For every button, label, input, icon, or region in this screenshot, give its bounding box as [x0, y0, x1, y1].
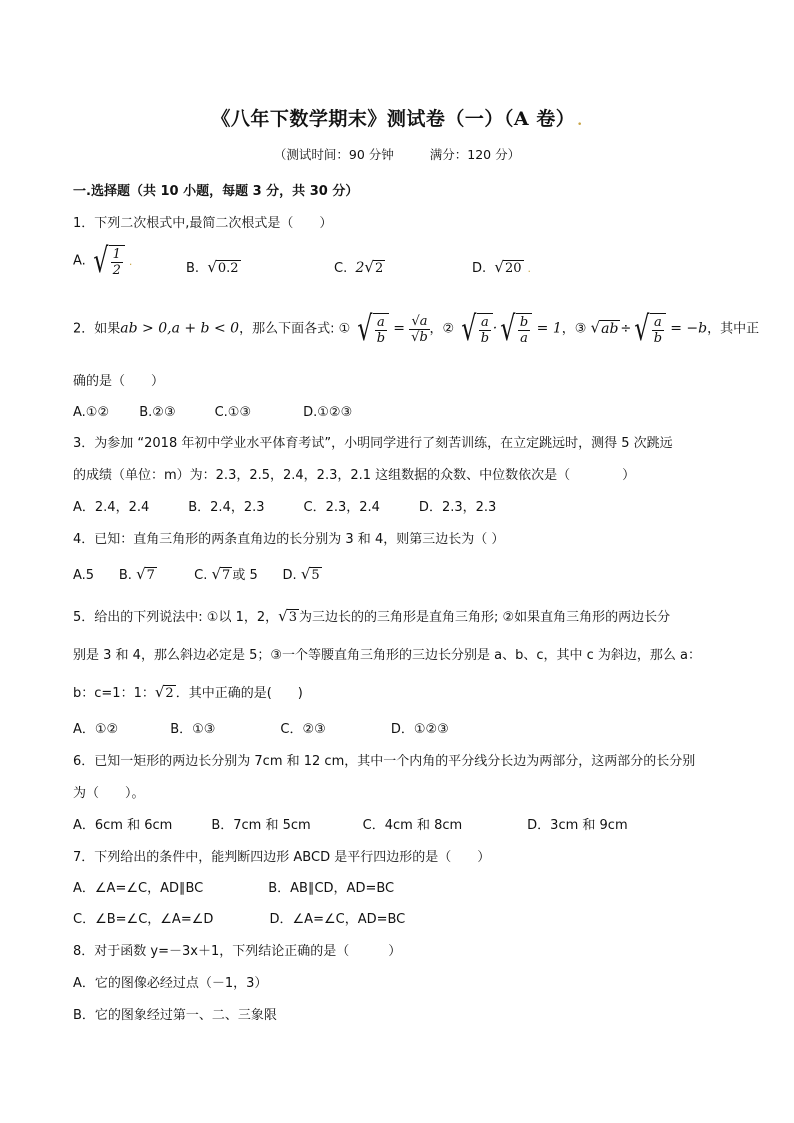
section-heading: 一.选择题（共 10 小题，每题 3 分，共 30 分） — [73, 184, 359, 199]
q2-options: A.①② B.②③ C.①③ D.①②③ — [73, 405, 353, 420]
q8-stem: 8．对于函数 y=－3x＋1，下列结论正确的是（ ） — [73, 944, 402, 959]
q7-stem: 7．下列给出的条件中，能判断四边形 ABCD 是平行四边形的是（ ） — [73, 850, 491, 865]
q4-option-a: A.5 — [73, 568, 95, 583]
q2-stem: 2．如果ab > 0,a + b < 0，那么下面各式: ① √ $\frac{a}{b}$ = $\frac{√a}{√b}$ ，② √ $\frac{a}{b}$ · √ $\frac{b}{a}$ = 1，③ √ab ÷ √ $\frac{a}{b}$ = −b，其中正 — [73, 309, 760, 349]
q5-radicand: 3 — [288, 610, 297, 625]
q4-option-c-radicand: 7 — [222, 568, 231, 583]
q4-option-d-radicand: 5 — [311, 568, 320, 583]
radicand: 20 — [504, 261, 522, 276]
exam-title — [0, 104, 794, 131]
coefficient: 2 — [355, 260, 365, 276]
q6-options: A．6cm 和 6cm B．7cm 和 5cm C．4cm 和 8cm D．3cm 和 9cm — [73, 818, 628, 833]
q4-option-b-radicand: 7 — [146, 568, 155, 583]
q5-stem-line1: 5．给出的下列说法中: ①以 1，2，√3 为三边长的的三角形是直角三角形; ②如果直角三角形的两边长分 — [73, 607, 671, 625]
q2-sep3: ，③ — [561, 321, 587, 337]
q4-option-c-label: C. — [194, 568, 208, 583]
q8-option-b: B．它的图象经过第一、二、三象限 — [73, 1008, 277, 1023]
q2-divide: ÷ — [620, 321, 632, 337]
q2-stem-line2: 确的是（ ） — [73, 374, 165, 389]
q4-option-c-tail: 或 5 — [232, 568, 258, 583]
q5-radicand-2: 2 — [165, 686, 174, 701]
option-label: A. — [73, 253, 86, 269]
q4-option-b-label: B. — [118, 568, 132, 583]
q7-options-row2: C．∠B=∠C，∠A=∠D D．∠A=∠C，AD=BC — [73, 912, 406, 927]
q1-option-c: C. 2√2 — [334, 258, 384, 276]
full-score: 满分：120 分） — [429, 147, 521, 162]
q2-sep2: ，② — [429, 321, 455, 337]
q6-stem-line2: 为（ ）。 — [73, 786, 145, 801]
q4-stem: 4．已知：直角三角形的两条直角边的长分别为 3 和 4，则第三边长为（ ） — [73, 532, 505, 547]
test-time: （测试时间：90 分钟 — [273, 147, 394, 162]
q5-l3a: b：c=1：1： — [73, 686, 155, 701]
option-label: B. — [186, 261, 200, 276]
exam-subtitle — [0, 145, 794, 163]
q4-option-d-label: D. — [282, 568, 297, 583]
title-text: 《八年下数学期末》测试卷（一）（A 卷） — [211, 108, 576, 130]
q3-options: A．2.4，2.4 B．2.4，2.3 C．2.3，2.4 D．2.3，2.3 — [73, 500, 497, 515]
q2-eq1: = 1 — [532, 320, 562, 337]
frac-numerator: 1 — [112, 246, 121, 262]
q2-condition: ab > 0,a + b < 0 — [120, 320, 240, 337]
title-dot: . — [577, 113, 583, 129]
q3-stem-line2: 的成绩（单位：m）为：2.3，2.5，2.4，2.3，2.1 这组数据的众数、中位数依次是（ ） — [73, 468, 636, 483]
q5-l1b: 为三边长的的三角形是直角三角形; ②如果直角三角形的两边长分 — [298, 610, 671, 625]
q2-prefix: 2．如果 — [73, 321, 121, 337]
q2-eq3: = −b — [665, 320, 708, 337]
option-label: D. — [472, 261, 487, 276]
q1-option-d: D. √20 . — [472, 258, 532, 276]
q2-mid: ，那么下面各式: ① — [239, 321, 351, 337]
q1-option-b: B. √0.2 — [186, 258, 239, 276]
q3-stem-line1: 3．为参加 “2018 年初中学业水平体育考试”，小明同学进行了刻苦训练，在立定跳远时，测得 5 次跳远 — [73, 436, 673, 451]
option-label: C. — [334, 261, 348, 276]
q5-stem-line2: 别是 3 和 4，那么斜边必定是 5；③一个等腰直角三角形的三边长分别是 a、b、c，其中 c 为斜边，那么 a： — [73, 648, 702, 663]
radicand: 2 — [374, 261, 384, 276]
q2-suffix: ，其中正 — [707, 321, 760, 337]
radicand: 0.2 — [217, 261, 239, 276]
q5-stem-line3: b：c=1：1：√2 ．其中正确的是( ) — [73, 683, 303, 701]
q1-option-a: A. √ $\frac{1}{2}$ . — [73, 241, 133, 281]
q5-options: A．①② B．①③ C．②③ D．①②③ — [73, 722, 449, 737]
q8-option-a: A．它的图像必经过点（－1，3） — [73, 976, 268, 991]
q5-l1a: 5．给出的下列说法中: ①以 1，2， — [73, 610, 279, 625]
q6-stem-line1: 6．已知一矩形的两边长分别为 7cm 和 12 cm，其中一个内角的平分线分长边为两部分，这两部分的长分别 — [73, 754, 696, 769]
q4-options: A.5 B. √7 C. √7 或 5 D. √5 — [73, 565, 320, 583]
frac-denominator: 2 — [112, 262, 121, 278]
q1-stem: 1．下列二次根式中,最简二次根式是（ ） — [73, 216, 333, 231]
q5-l3b: ．其中正确的是( ) — [175, 686, 303, 701]
q7-options-row1: A．∠A=∠C，AD∥BC B．AB∥CD，AD=BC — [73, 881, 395, 896]
